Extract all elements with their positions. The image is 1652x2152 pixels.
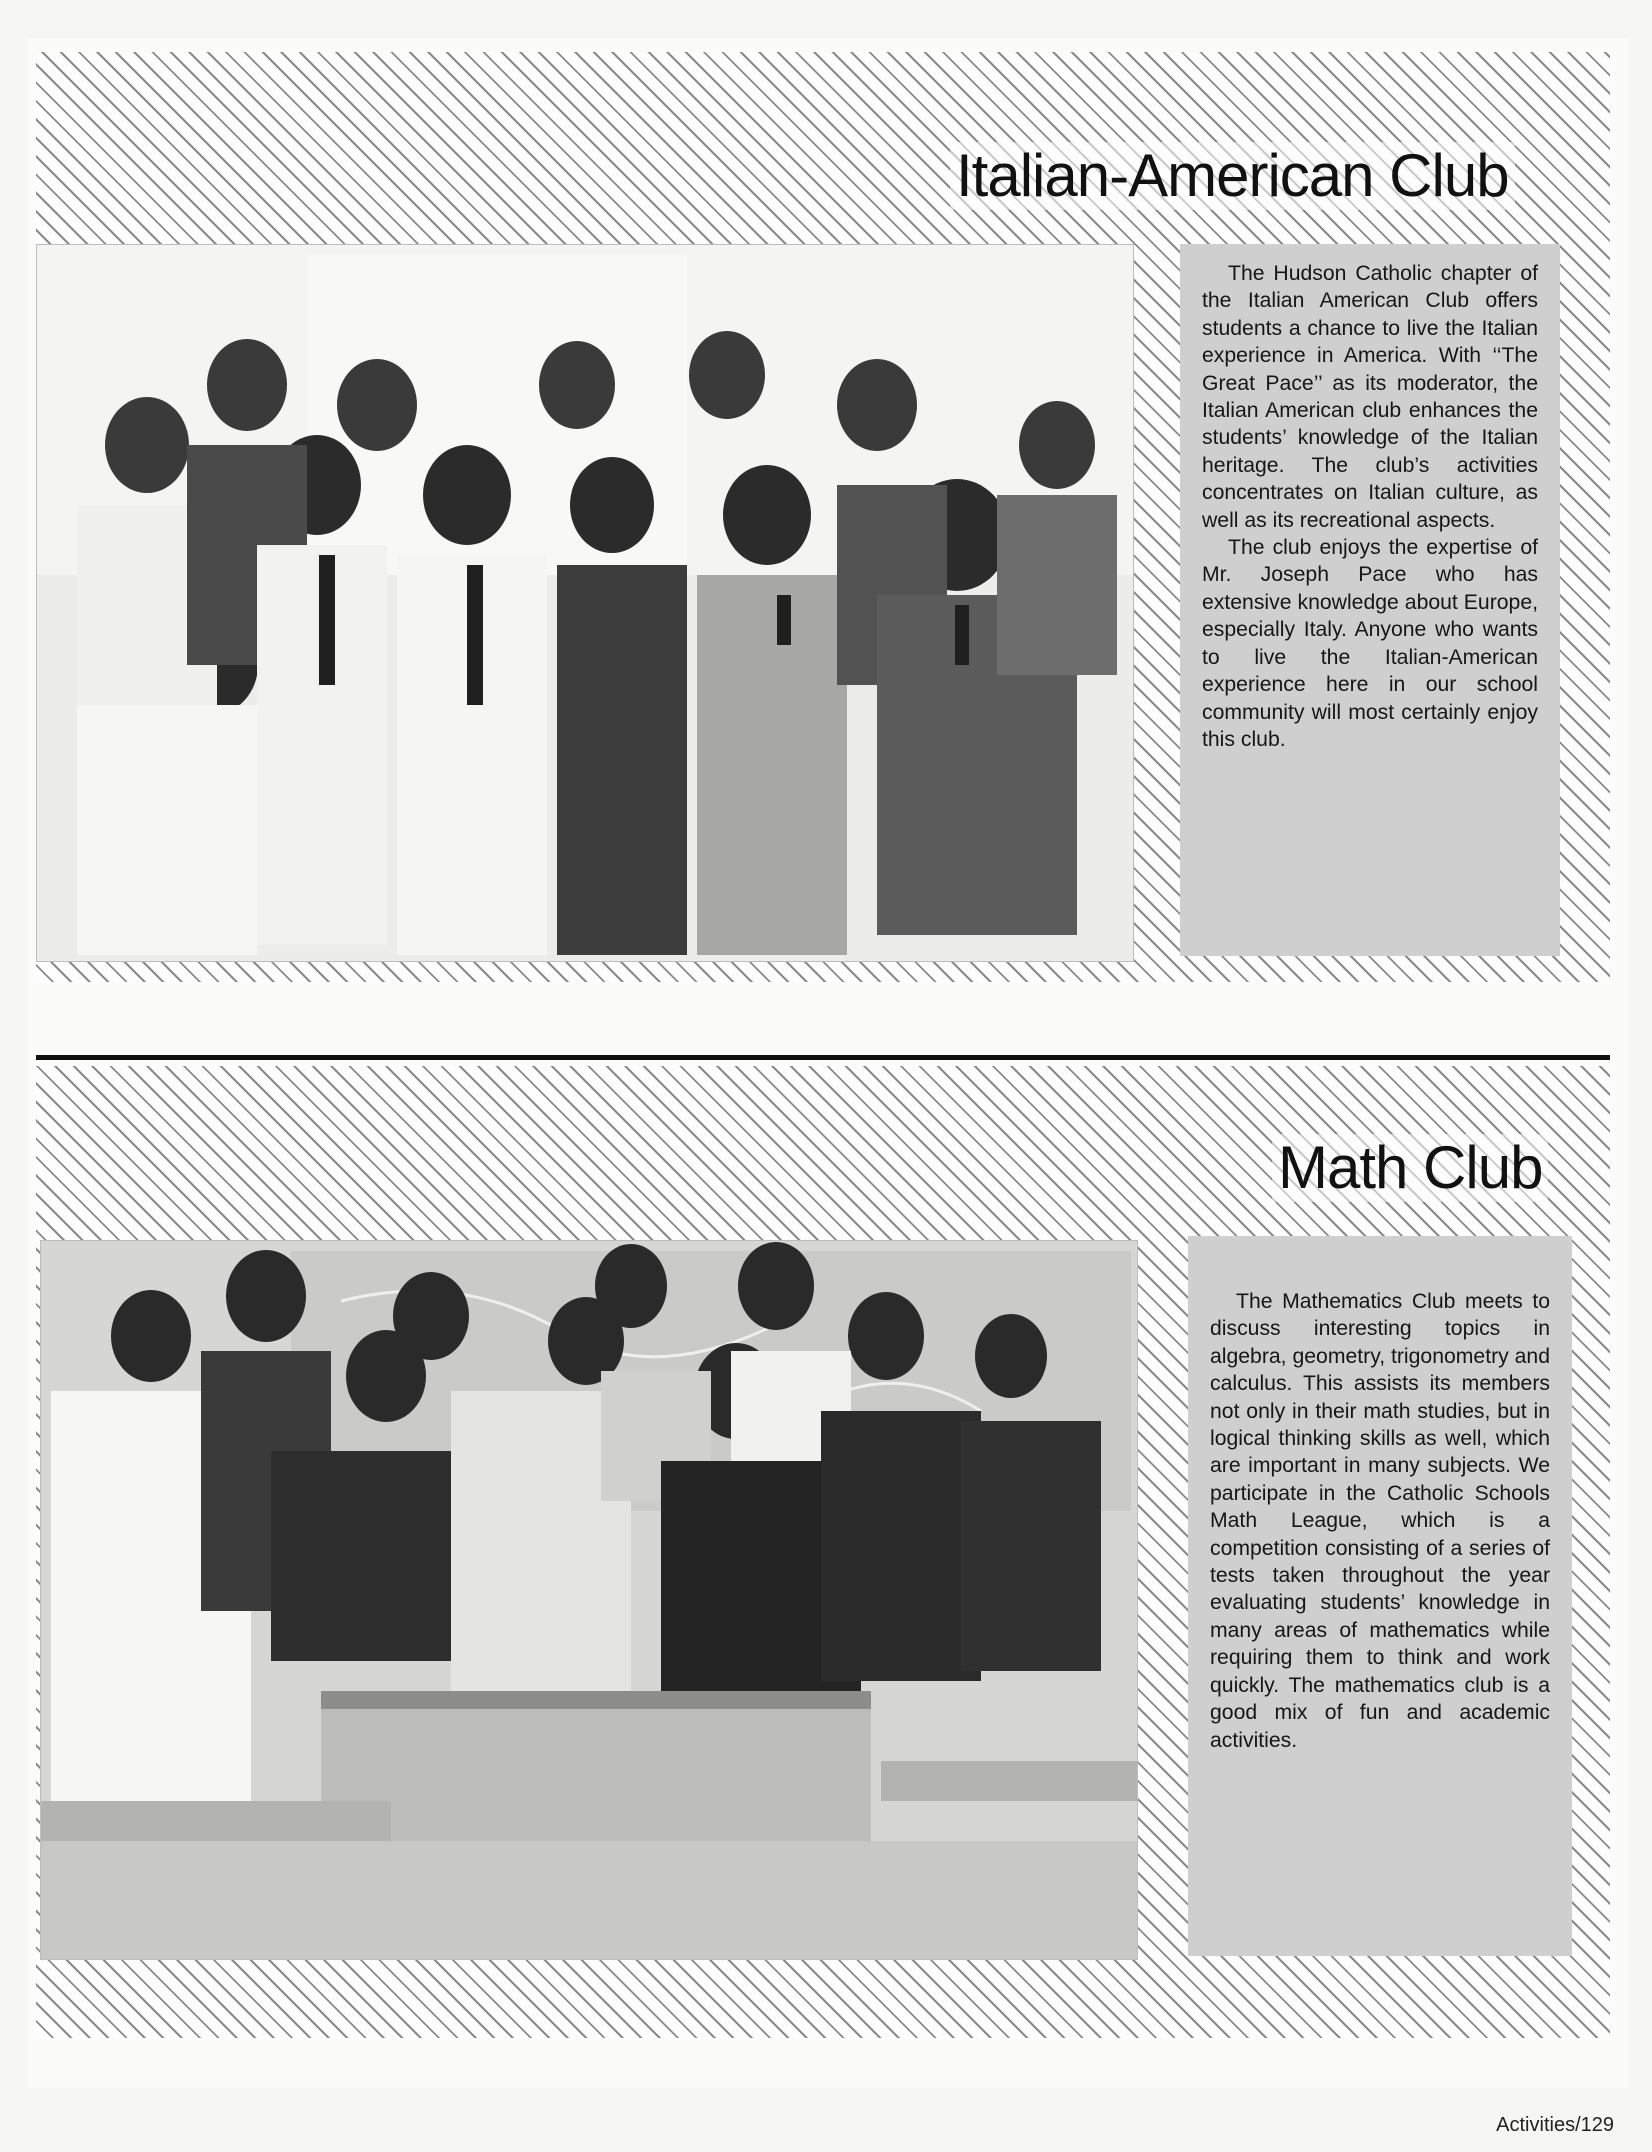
page-folio: Activities/129 [1496,2114,1614,2136]
description-paragraph-1: The Hudson Catholic chapter of the Italian American Club offers students a chance to live the Italian experience in America. With ‘‘The Great Pace’’ as its moderator, the Italian American club enhances the students’ knowledge of the Italian heritage. The club’s activities concentrates on Italian culture, as well as its recreational aspects. [1202,262,1538,532]
group-photo-italian-american [36,244,1134,962]
section-title-italian-american: Italian-American Club [950,142,1515,210]
description-box-italian-american [1180,244,1560,956]
group-photo-math-club [40,1240,1138,1960]
group-photo-graphic [41,1241,1137,1959]
group-photo-graphic [37,245,1133,961]
section-title-math-club: Math Club [1272,1134,1548,1202]
description-paragraph-2: The club enjoys the expertise of Mr. Joseph Pace who has extensive knowledge about Europe, especially Italy. Anyone who wants to live the Italian-American experience here in our school community will most certainly enjoy this club. [1202,536,1538,751]
description-paragraph-1: The Mathematics Club meets to discuss interesting topics in algebra, geometry, trigonometry and calculus. This assists its members not only in their math studies, but in logical thinking skills as well, which are important in many subjects. We participate in the Catholic Schools Math League, which is a competition consisting of a series of tests taken throughout the year evaluating students’ knowledge in many areas of mathematics while requiring them to think and work quickly. The mathematics club is a good mix of fun and academic activities. [1210,1290,1550,1752]
section-divider [36,1055,1610,1060]
description-box-math-club [1188,1236,1572,1956]
